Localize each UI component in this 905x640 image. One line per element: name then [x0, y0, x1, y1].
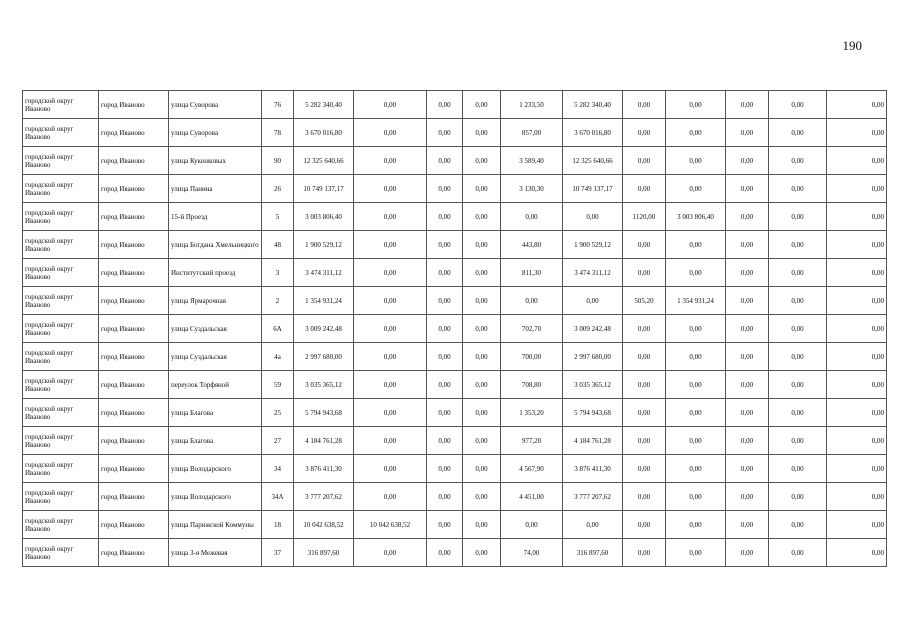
cell-area: 3 589,40 — [501, 147, 563, 175]
table-body — [23, 91, 887, 567]
cell-col-2: 0,00 — [427, 287, 463, 315]
cell-col-1: 0,00 — [354, 343, 427, 371]
cell-okrug: городской округ Иваново — [23, 259, 99, 287]
cell-col-4: 0,00 — [623, 147, 666, 175]
cell-street: переулок Торфяной — [169, 371, 262, 399]
cell-col-4: 0,00 — [623, 231, 666, 259]
cell-total: 4 184 761,28 — [294, 427, 354, 455]
cell-col-3: 0,00 — [463, 147, 501, 175]
cell-col-7: 0,00 — [769, 147, 827, 175]
cell-okrug: городской округ Иваново — [23, 511, 99, 539]
cell-street: улица Ярмарочная — [169, 287, 262, 315]
cell-col-7: 0,00 — [769, 427, 827, 455]
cell-street: улица Панина — [169, 175, 262, 203]
cell-okrug: городской округ Иваново — [23, 203, 99, 231]
table-row — [23, 119, 887, 147]
cell-col-2: 0,00 — [427, 455, 463, 483]
cell-col-8: 0,00 — [827, 231, 887, 259]
cell-street: улица Суздальская — [169, 343, 262, 371]
table-row — [23, 483, 887, 511]
cell-col-4: 0,00 — [623, 343, 666, 371]
cell-col-4: 1120,00 — [623, 203, 666, 231]
cell-col-8: 0,00 — [827, 483, 887, 511]
cell-city: город Иваново — [99, 91, 169, 119]
cell-col-2: 0,00 — [427, 371, 463, 399]
cell-col-4: 0,00 — [623, 259, 666, 287]
cell-area: 702,70 — [501, 315, 563, 343]
cell-area: 3 130,30 — [501, 175, 563, 203]
cell-city: город Иваново — [99, 203, 169, 231]
cell-col-2: 0,00 — [427, 119, 463, 147]
cell-col-6: 0,00 — [726, 399, 769, 427]
cell-col-1: 0,00 — [354, 231, 427, 259]
cell-street: улица Суворова — [169, 119, 262, 147]
cell-col-6: 0,00 — [726, 91, 769, 119]
cell-col-3: 0,00 — [463, 119, 501, 147]
cell-col-7: 0,00 — [769, 511, 827, 539]
cell-col-4: 0,00 — [623, 315, 666, 343]
cell-col-5: 0,00 — [666, 119, 726, 147]
cell-sum: 316 897,60 — [563, 539, 623, 567]
cell-house: 2 — [262, 287, 294, 315]
cell-house: 90 — [262, 147, 294, 175]
cell-col-5: 0,00 — [666, 399, 726, 427]
cell-col-2: 0,00 — [427, 259, 463, 287]
cell-total: 3 009 242,48 — [294, 315, 354, 343]
cell-col-5: 0,00 — [666, 315, 726, 343]
cell-col-7: 0,00 — [769, 539, 827, 567]
cell-col-8: 0,00 — [827, 455, 887, 483]
cell-col-3: 0,00 — [463, 483, 501, 511]
cell-col-1: 0,00 — [354, 427, 427, 455]
cell-area: 443,80 — [501, 231, 563, 259]
cell-street: улица Куконковых — [169, 147, 262, 175]
cell-sum: 1 900 529,12 — [563, 231, 623, 259]
cell-house: 34А — [262, 483, 294, 511]
cell-col-1: 0,00 — [354, 371, 427, 399]
cell-col-2: 0,00 — [427, 91, 463, 119]
cell-col-4: 0,00 — [623, 455, 666, 483]
cell-area: 4 567,90 — [501, 455, 563, 483]
cell-col-1: 0,00 — [354, 315, 427, 343]
cell-col-2: 0,00 — [427, 231, 463, 259]
cell-col-4: 0,00 — [623, 427, 666, 455]
table-row — [23, 315, 887, 343]
cell-house: 6А — [262, 315, 294, 343]
cell-col-4: 0,00 — [623, 371, 666, 399]
cell-house: 59 — [262, 371, 294, 399]
cell-col-8: 0,00 — [827, 539, 887, 567]
cell-city: город Иваново — [99, 399, 169, 427]
cell-col-3: 0,00 — [463, 427, 501, 455]
cell-street: улица Володарского — [169, 455, 262, 483]
cell-col-8: 0,00 — [827, 315, 887, 343]
cell-col-5: 3 003 806,40 — [666, 203, 726, 231]
cell-col-3: 0,00 — [463, 175, 501, 203]
cell-street: улица Благова — [169, 399, 262, 427]
cell-house: 25 — [262, 399, 294, 427]
cell-col-6: 0,00 — [726, 287, 769, 315]
cell-city: город Иваново — [99, 259, 169, 287]
cell-street: улица Суздальская — [169, 315, 262, 343]
cell-col-5: 1 354 931,24 — [666, 287, 726, 315]
cell-col-6: 0,00 — [726, 147, 769, 175]
cell-col-1: 0,00 — [354, 147, 427, 175]
cell-city: город Иваново — [99, 483, 169, 511]
cell-col-1: 0,00 — [354, 483, 427, 511]
cell-col-1: 0,00 — [354, 455, 427, 483]
cell-okrug: городской округ Иваново — [23, 539, 99, 567]
cell-col-5: 0,00 — [666, 147, 726, 175]
cell-col-1: 0,00 — [354, 259, 427, 287]
cell-col-3: 0,00 — [463, 511, 501, 539]
cell-col-5: 0,00 — [666, 427, 726, 455]
cell-col-7: 0,00 — [769, 287, 827, 315]
table-row — [23, 287, 887, 315]
cell-total: 3 777 207,62 — [294, 483, 354, 511]
cell-house: 5 — [262, 203, 294, 231]
cell-city: город Иваново — [99, 427, 169, 455]
cell-col-6: 0,00 — [726, 259, 769, 287]
cell-col-4: 0,00 — [623, 483, 666, 511]
cell-col-6: 0,00 — [726, 427, 769, 455]
cell-col-6: 0,00 — [726, 119, 769, 147]
cell-col-3: 0,00 — [463, 315, 501, 343]
cell-col-2: 0,00 — [427, 539, 463, 567]
cell-col-8: 0,00 — [827, 147, 887, 175]
page-number: 190 — [842, 38, 862, 53]
cell-total: 12 325 640,66 — [294, 147, 354, 175]
cell-col-8: 0,00 — [827, 371, 887, 399]
cell-col-5: 0,00 — [666, 175, 726, 203]
cell-house: 76 — [262, 91, 294, 119]
cell-col-1: 0,00 — [354, 287, 427, 315]
cell-sum: 10 749 137,17 — [563, 175, 623, 203]
cell-col-4: 0,00 — [623, 539, 666, 567]
cell-okrug: городской округ Иваново — [23, 427, 99, 455]
cell-okrug: городской округ Иваново — [23, 91, 99, 119]
table-row — [23, 175, 887, 203]
cell-col-4: 0,00 — [623, 91, 666, 119]
table-row — [23, 343, 887, 371]
cell-col-3: 0,00 — [463, 259, 501, 287]
cell-area: 0,00 — [501, 203, 563, 231]
cell-col-4: 0,00 — [623, 119, 666, 147]
cell-col-4: 505,20 — [623, 287, 666, 315]
cell-street: Институтский проезд — [169, 259, 262, 287]
cell-sum: 12 325 640,66 — [563, 147, 623, 175]
cell-street: 15-й Проезд — [169, 203, 262, 231]
cell-col-5: 0,00 — [666, 259, 726, 287]
cell-city: город Иваново — [99, 539, 169, 567]
cell-sum: 0,00 — [563, 287, 623, 315]
cell-city: город Иваново — [99, 175, 169, 203]
cell-area: 0,00 — [501, 287, 563, 315]
cell-sum: 5 282 340,40 — [563, 91, 623, 119]
cell-area: 1 233,50 — [501, 91, 563, 119]
cell-house: 3 — [262, 259, 294, 287]
cell-sum: 3 777 207,62 — [563, 483, 623, 511]
cell-area: 811,30 — [501, 259, 563, 287]
cell-col-2: 0,00 — [427, 315, 463, 343]
cell-street: улица Парижской Коммуны — [169, 511, 262, 539]
cell-col-8: 0,00 — [827, 175, 887, 203]
cell-street: улица 3-я Межевая — [169, 539, 262, 567]
cell-col-2: 0,00 — [427, 483, 463, 511]
cell-house: 27 — [262, 427, 294, 455]
cell-col-2: 0,00 — [427, 147, 463, 175]
cell-col-6: 0,00 — [726, 511, 769, 539]
cell-okrug: городской округ Иваново — [23, 287, 99, 315]
cell-sum: 3 474 311,12 — [563, 259, 623, 287]
cell-okrug: городской округ Иваново — [23, 231, 99, 259]
cell-col-3: 0,00 — [463, 455, 501, 483]
cell-city: город Иваново — [99, 511, 169, 539]
table-row — [23, 147, 887, 175]
cell-area: 74,00 — [501, 539, 563, 567]
cell-total: 3 474 311,12 — [294, 259, 354, 287]
cell-col-4: 0,00 — [623, 399, 666, 427]
cell-sum: 3 876 411,30 — [563, 455, 623, 483]
cell-col-8: 0,00 — [827, 343, 887, 371]
cell-okrug: городской округ Иваново — [23, 455, 99, 483]
table-row — [23, 231, 887, 259]
cell-total: 3 670 016,80 — [294, 119, 354, 147]
cell-col-2: 0,00 — [427, 343, 463, 371]
table-row — [23, 427, 887, 455]
cell-total: 1 354 931,24 — [294, 287, 354, 315]
cell-house: 18 — [262, 511, 294, 539]
cell-okrug: городской округ Иваново — [23, 399, 99, 427]
cell-house: 34 — [262, 455, 294, 483]
cell-total: 5 794 943,68 — [294, 399, 354, 427]
table-row — [23, 539, 887, 567]
cell-city: город Иваново — [99, 315, 169, 343]
cell-okrug: городской округ Иваново — [23, 315, 99, 343]
cell-street: улица Благова — [169, 427, 262, 455]
table-row — [23, 511, 887, 539]
cell-city: город Иваново — [99, 455, 169, 483]
cell-total: 316 897,60 — [294, 539, 354, 567]
cell-col-7: 0,00 — [769, 399, 827, 427]
table-row — [23, 455, 887, 483]
cell-col-8: 0,00 — [827, 427, 887, 455]
cell-col-2: 0,00 — [427, 511, 463, 539]
cell-col-1: 0,00 — [354, 119, 427, 147]
cell-house: 48 — [262, 231, 294, 259]
cell-col-8: 0,00 — [827, 399, 887, 427]
cell-okrug: городской округ Иваново — [23, 371, 99, 399]
cell-col-3: 0,00 — [463, 231, 501, 259]
cell-col-3: 0,00 — [463, 91, 501, 119]
registry-table — [22, 90, 887, 567]
table-row — [23, 399, 887, 427]
cell-sum: 2 997 680,00 — [563, 343, 623, 371]
cell-col-3: 0,00 — [463, 287, 501, 315]
cell-city: город Иваново — [99, 371, 169, 399]
cell-col-7: 0,00 — [769, 203, 827, 231]
cell-col-5: 0,00 — [666, 91, 726, 119]
cell-house: 26 — [262, 175, 294, 203]
cell-col-6: 0,00 — [726, 343, 769, 371]
cell-col-8: 0,00 — [827, 91, 887, 119]
cell-col-8: 0,00 — [827, 203, 887, 231]
cell-col-7: 0,00 — [769, 371, 827, 399]
cell-col-5: 0,00 — [666, 231, 726, 259]
cell-col-1: 0,00 — [354, 175, 427, 203]
cell-col-5: 0,00 — [666, 455, 726, 483]
cell-col-1: 0,00 — [354, 91, 427, 119]
cell-col-2: 0,00 — [427, 175, 463, 203]
cell-sum: 3 009 242,48 — [563, 315, 623, 343]
cell-okrug: городской округ Иваново — [23, 483, 99, 511]
cell-col-6: 0,00 — [726, 455, 769, 483]
cell-okrug: городской округ Иваново — [23, 119, 99, 147]
cell-col-2: 0,00 — [427, 427, 463, 455]
cell-col-7: 0,00 — [769, 315, 827, 343]
table-row — [23, 259, 887, 287]
cell-col-3: 0,00 — [463, 203, 501, 231]
cell-col-5: 0,00 — [666, 343, 726, 371]
cell-col-7: 0,00 — [769, 231, 827, 259]
cell-okrug: городской округ Иваново — [23, 147, 99, 175]
cell-col-5: 0,00 — [666, 539, 726, 567]
cell-total: 3 876 411,30 — [294, 455, 354, 483]
cell-house: 37 — [262, 539, 294, 567]
cell-col-6: 0,00 — [726, 539, 769, 567]
cell-col-8: 0,00 — [827, 287, 887, 315]
cell-col-4: 0,00 — [623, 511, 666, 539]
cell-sum: 5 794 943,68 — [563, 399, 623, 427]
cell-col-3: 0,00 — [463, 539, 501, 567]
cell-col-8: 0,00 — [827, 259, 887, 287]
cell-col-7: 0,00 — [769, 91, 827, 119]
cell-col-3: 0,00 — [463, 343, 501, 371]
cell-col-7: 0,00 — [769, 175, 827, 203]
cell-total: 1 900 529,12 — [294, 231, 354, 259]
cell-col-7: 0,00 — [769, 343, 827, 371]
cell-city: город Иваново — [99, 343, 169, 371]
cell-sum: 0,00 — [563, 511, 623, 539]
cell-col-5: 0,00 — [666, 483, 726, 511]
cell-col-7: 0,00 — [769, 259, 827, 287]
cell-total: 3 035 365,12 — [294, 371, 354, 399]
cell-sum: 4 184 761,28 — [563, 427, 623, 455]
table-row — [23, 371, 887, 399]
cell-area: 0,00 — [501, 511, 563, 539]
cell-col-4: 0,00 — [623, 175, 666, 203]
cell-total: 3 003 806,40 — [294, 203, 354, 231]
cell-sum: 3 670 016,80 — [563, 119, 623, 147]
cell-col-6: 0,00 — [726, 371, 769, 399]
cell-col-8: 0,00 — [827, 119, 887, 147]
cell-col-6: 0,00 — [726, 203, 769, 231]
cell-total: 10 042 638,52 — [294, 511, 354, 539]
cell-area: 1 353,20 — [501, 399, 563, 427]
cell-total: 2 997 680,00 — [294, 343, 354, 371]
cell-area: 700,00 — [501, 343, 563, 371]
cell-col-6: 0,00 — [726, 175, 769, 203]
cell-area: 708,80 — [501, 371, 563, 399]
cell-col-8: 0,00 — [827, 511, 887, 539]
cell-col-1: 0,00 — [354, 539, 427, 567]
cell-city: город Иваново — [99, 119, 169, 147]
cell-col-2: 0,00 — [427, 399, 463, 427]
cell-sum: 3 035 365,12 — [563, 371, 623, 399]
cell-col-6: 0,00 — [726, 315, 769, 343]
cell-col-2: 0,00 — [427, 203, 463, 231]
cell-house: 78 — [262, 119, 294, 147]
cell-okrug: городской округ Иваново — [23, 175, 99, 203]
cell-total: 10 749 137,17 — [294, 175, 354, 203]
cell-col-1: 10 042 638,52 — [354, 511, 427, 539]
cell-area: 4 451,00 — [501, 483, 563, 511]
cell-col-7: 0,00 — [769, 119, 827, 147]
cell-house: 4а — [262, 343, 294, 371]
cell-col-1: 0,00 — [354, 203, 427, 231]
table-row — [23, 203, 887, 231]
cell-col-6: 0,00 — [726, 483, 769, 511]
cell-col-5: 0,00 — [666, 371, 726, 399]
cell-street: улица Богдана Хмельницкого — [169, 231, 262, 259]
cell-city: город Иваново — [99, 287, 169, 315]
cell-street: улица Суворова — [169, 91, 262, 119]
cell-total: 5 282 340,40 — [294, 91, 354, 119]
cell-area: 977,20 — [501, 427, 563, 455]
cell-city: город Иваново — [99, 231, 169, 259]
cell-col-6: 0,00 — [726, 231, 769, 259]
cell-okrug: городской округ Иваново — [23, 343, 99, 371]
table-row — [23, 91, 887, 119]
cell-city: город Иваново — [99, 147, 169, 175]
cell-area: 857,00 — [501, 119, 563, 147]
cell-col-3: 0,00 — [463, 371, 501, 399]
cell-col-3: 0,00 — [463, 399, 501, 427]
cell-col-7: 0,00 — [769, 455, 827, 483]
cell-col-1: 0,00 — [354, 399, 427, 427]
cell-col-7: 0,00 — [769, 483, 827, 511]
cell-col-5: 0,00 — [666, 511, 726, 539]
cell-street: улица Володарского — [169, 483, 262, 511]
cell-sum: 0,00 — [563, 203, 623, 231]
